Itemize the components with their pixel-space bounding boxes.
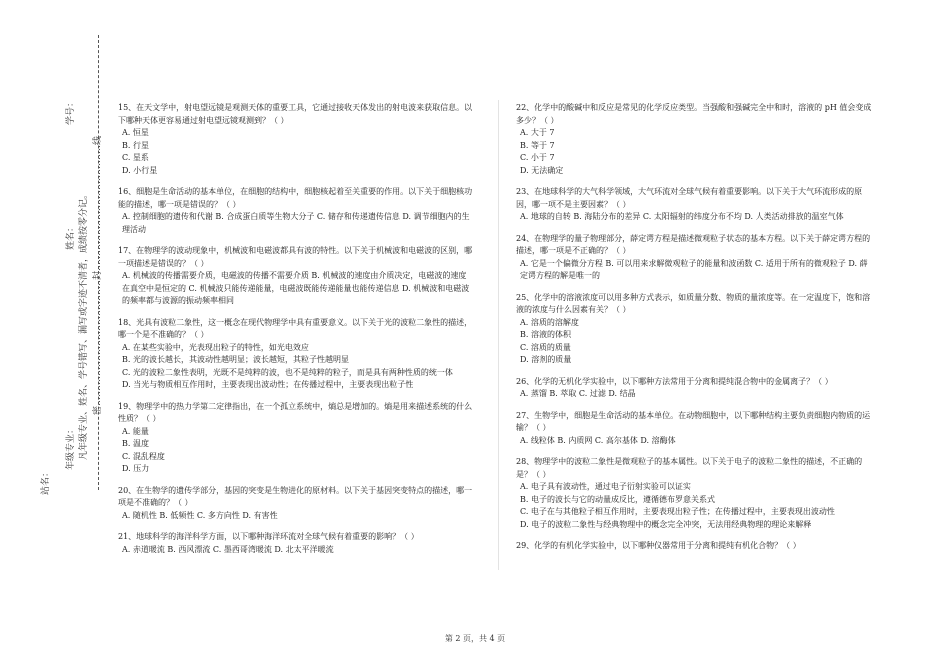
student-id-label: 学号： bbox=[66, 97, 76, 125]
question-18 bbox=[118, 317, 474, 392]
question-21 bbox=[118, 531, 474, 556]
question-stem: 22、化学中的酸碱中和反应是常见的化学反应类型。当强酸和强碱完全中和时，溶液的 pH 值会变成多少？（ ） bbox=[516, 103, 872, 125]
question-stem: 29、化学的有机化学实验中，以下哪种仪器常用于分离和提纯有机化合物？（ ） bbox=[516, 541, 801, 550]
option: D. 小行星 bbox=[122, 165, 158, 175]
option: B. 溶液的体积 bbox=[520, 330, 571, 339]
option: D. 压力 bbox=[122, 464, 150, 473]
option: B. 等于 7 bbox=[520, 140, 555, 150]
page-footer: 第 2 页，共 4 页 bbox=[444, 634, 506, 643]
option: A. 大于 7 bbox=[520, 128, 555, 137]
question-stem: 16、细胞是生命活动的基本单位，在细胞的结构中，细胞核起着至关重要的作用。以下关于细胞核功能的描述，哪一项是错误的？（ ） bbox=[118, 187, 473, 209]
option: B. 温度 bbox=[122, 439, 149, 448]
question-stem: 28、物理学中的波粒二象性是微观粒子的基本属性。以下关于电子的波粒二象性的描述，不正确的是？（ ） bbox=[516, 457, 863, 479]
option: D. 无法确定 bbox=[520, 165, 564, 175]
option: A. 恒星 bbox=[122, 128, 149, 137]
question-stem: 26、化学的无机化学实验中，以下哪种方法常用于分离和提纯混合物中的金属离子？（ ） bbox=[516, 376, 833, 386]
seal-line-text: 密……………………………………封……………………………………线 bbox=[93, 135, 103, 415]
option: A. 控制细胞的遗传和代谢 B. 合成蛋白质等生物大分子 C. 储存和传递遗传信息 D. 调节细胞内的生理活动 bbox=[122, 212, 470, 234]
option: A. 它是一个偏微分方程 B. 可以用来求解微观粒子的能量和波函数 C. 适用于所有的微观粒子 D. 薛定谔方程的解是唯一的 bbox=[520, 258, 868, 280]
option: C. 小于 7 bbox=[520, 153, 555, 162]
grade-label: 年级专业： bbox=[66, 424, 76, 470]
question-stem: 27、生物学中，细胞是生命活动的基本单位。在动物细胞中，以下哪种结构主要负责细胞内物质的运输？（ ） bbox=[516, 410, 871, 432]
question-19 bbox=[118, 401, 474, 476]
question-stem: 18、光具有波粒二象性，这一概念在现代物理学中具有重要意义。以下关于光的波粒二象性的描述，哪一个是不准确的？（ ） bbox=[118, 317, 473, 339]
question-stem: 17、在物理学的波动现象中，机械波和电磁波都具有波的特性。以下关于机械波和电磁波的区别，哪一项描述是错误的？（ ） bbox=[118, 246, 473, 268]
option: A. 赤道暖流 B. 西风漂流 C. 墨西哥湾暖流 D. 北太平洋暖流 bbox=[122, 544, 334, 554]
option: B. 光的波长越长，其波动性越明显；波长越短，其粒子性越明显 bbox=[122, 355, 349, 364]
question-24 bbox=[516, 233, 872, 283]
question-stem: 19、物理学中的热力学第二定律指出，在一个孤立系统中，熵总是增加的。熵是用来描述系统的什么性质？（ ） bbox=[118, 401, 473, 423]
option: C. 光的波粒二象性表明，光既不是纯粹的波，也不是纯粹的粒子，而是具有两种性质的统一体 bbox=[122, 367, 453, 377]
option: A. 蒸馏 B. 萃取 C. 过滤 D. 结晶 bbox=[520, 389, 636, 398]
option: C. 电子在与其他粒子相互作用时，主要表现出粒子性；在传播过程中，主要表现出波动性 bbox=[520, 507, 835, 516]
column-divider bbox=[498, 100, 499, 570]
option: A. 电子具有波动性，通过电子衍射实验可以证实 bbox=[520, 482, 691, 491]
option: A. 随机性 B. 低频性 C. 多方向性 D. 有害性 bbox=[122, 510, 278, 520]
question-25 bbox=[516, 292, 872, 367]
right-column bbox=[516, 102, 872, 562]
question-20 bbox=[118, 485, 474, 523]
option: A. 在某些实验中，光表现出粒子的特性，如光电效应 bbox=[122, 342, 309, 352]
seal-line bbox=[98, 35, 99, 490]
option: A. 线粒体 B. 内质网 C. 高尔基体 D. 溶酶体 bbox=[520, 435, 676, 445]
question-23 bbox=[516, 186, 872, 224]
binding-margin bbox=[20, 20, 110, 495]
question-stem: 21、地球科学的海洋科学方面，以下哪种海洋环流对全球气候有着重要的影响？（ ） bbox=[118, 532, 419, 541]
question-stem: 24、在物理学的量子物理部分，薛定谔方程是描述微观粒子状态的基本方程。以下关于薛定谔方程的描述，哪一项是不正确的？（ ） bbox=[516, 233, 871, 255]
question-26 bbox=[516, 376, 872, 401]
question-stem: 23、在地球科学的大气科学领域，大气环流对全球气候有着重要影响。以下关于大气环流形成的原因，哪一项不是主要因素？（ ） bbox=[516, 187, 863, 209]
option: A. 机械波的传播需要介质，电磁波的传播不需要介质 B. 机械波的速度由介质决定，电磁波的速度在真空中是恒定的 C. 机械波只能传递能量，电磁波既能传递能量也能传递信息 D. 机械波和电磁波的频率都与波源的振动频率相同 bbox=[122, 271, 470, 305]
option: B. 电子的波长与它的动量成反比，遵循德布罗意关系式 bbox=[520, 494, 715, 504]
question-22 bbox=[516, 102, 872, 177]
option: A. 溶质的溶解度 bbox=[520, 317, 579, 327]
option: C. 混乱程度 bbox=[122, 451, 165, 461]
question-27 bbox=[516, 410, 872, 448]
question-28 bbox=[516, 456, 872, 531]
question-stem: 25、化学中的溶液浓度可以用多种方式表示，如质量分数、物质的量浓度等。在一定温度下，饱和溶液的浓度与什么因素有关？（ ） bbox=[516, 292, 871, 314]
name-label: 姓名： bbox=[66, 222, 76, 250]
option: C. 星系 bbox=[122, 153, 149, 162]
option: A. 地球的自转 B. 海陆分布的差异 C. 太阳辐射的纬度分布不均 D. 人类活动排放的温室气体 bbox=[520, 212, 844, 221]
option: D. 电子的波粒二象性与经典物理中的概念完全冲突，无法用经典物理的理论来解释 bbox=[520, 519, 812, 529]
question-stem: 20、在生物学的遗传学部分，基因的突变是生物进化的原材料。以下关于基因突变特点的描述，哪一项是不准确的？（ ） bbox=[118, 485, 473, 507]
question-17 bbox=[118, 245, 474, 308]
question-15 bbox=[118, 102, 474, 177]
binding-notice: 凡年级专业、姓名、学号错写、漏写或字迹不清者，成绩按零分记。 bbox=[79, 189, 89, 460]
question-16 bbox=[118, 186, 474, 236]
question-stem: 15、在天文学中，射电望远镜是观测天体的重要工具，它通过接收天体发出的射电波来获取信息。以下哪种天体更容易通过射电望远镜观测到？（ ） bbox=[118, 103, 473, 125]
left-column bbox=[118, 102, 474, 565]
question-29 bbox=[516, 540, 872, 553]
option: D. 溶剂的质量 bbox=[520, 355, 572, 364]
option: A. 能量 bbox=[122, 426, 149, 436]
option: C. 溶质的质量 bbox=[520, 342, 571, 352]
option: D. 当光与物质相互作用时，主要表现出波动性；在传播过程中，主要表现出粒子性 bbox=[122, 380, 414, 389]
option: B. 行星 bbox=[122, 140, 149, 150]
school-label: 站名： bbox=[41, 467, 51, 495]
